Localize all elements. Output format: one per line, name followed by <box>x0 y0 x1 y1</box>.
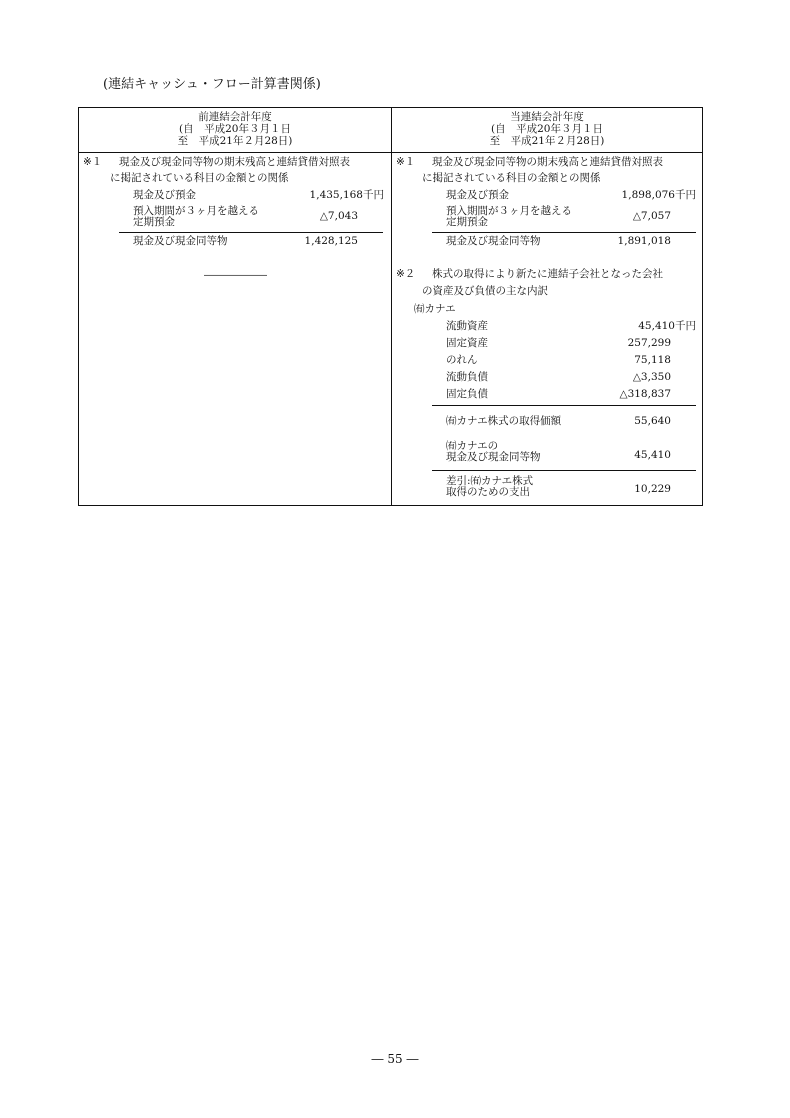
curr-year-header-to: 至 平成21年２月28日) <box>489 135 605 147</box>
fixed-assets-label: 固定資産 <box>446 337 488 349</box>
curr-note1-line1: 現金及び現金同等物の期末残高と連結貸借対照表 <box>432 156 663 168</box>
fixed-liabilities-label: 固定負債 <box>446 388 488 400</box>
curr-note2-company: ㈲カナエ <box>414 303 456 315</box>
cashflow-notes-table <box>78 107 703 506</box>
prev-note1-line1: 現金及び現金同等物の期末残高と連結貸借対照表 <box>119 156 350 168</box>
prev-year-header-from: (自 平成20年３月１日 <box>179 123 291 135</box>
net-outflow-value: 10,229 <box>634 483 671 495</box>
curr-note2-marker: ※２ <box>396 268 416 280</box>
fixed-assets-value: 257,299 <box>627 337 671 349</box>
prev-cash-deposits-label: 現金及び預金 <box>133 189 196 201</box>
curr-time-deposit-label: 預入期間が３ヶ月を越える 定期預金 <box>446 205 572 228</box>
net-rule <box>432 470 696 471</box>
curr-cash-deposits-value: 1,898,076千円 <box>621 189 696 201</box>
current-assets-label: 流動資産 <box>446 320 488 332</box>
page-number: ― 55 ― <box>371 1052 419 1066</box>
prev-time-deposit-label: 預入期間が３ヶ月を越える 定期預金 <box>133 205 259 228</box>
curr-note1-line2: に掲記されている科目の金額との関係 <box>422 172 601 184</box>
prev-year-header-title: 前連結会計年度 <box>198 111 272 123</box>
curr-year-header-title: 当連結会計年度 <box>510 111 584 123</box>
goodwill-value: 75,118 <box>634 354 671 366</box>
prev-time-deposit-value: △7,043 <box>319 210 358 222</box>
curr-total-rule <box>432 232 696 233</box>
current-assets-value: 45,410千円 <box>638 320 696 332</box>
curr-cash-deposits-label: 現金及び預金 <box>446 189 509 201</box>
prev-note1-line2: に掲記されている科目の金額との関係 <box>110 172 289 184</box>
prev-note2-placeholder: ―――――― <box>204 269 267 281</box>
prev-note1-marker: ※１ <box>83 156 103 168</box>
curr-year-header-from: (自 平成20年３月１日 <box>491 123 603 135</box>
acquisition-price-label: ㈲カナエ株式の取得価額 <box>446 415 562 427</box>
goodwill-label: のれん <box>446 354 478 366</box>
curr-note2-line2: の資産及び負債の主な内訳 <box>422 285 548 297</box>
curr-note2-line1: 株式の取得により新たに連結子会社となった会社 <box>432 268 663 280</box>
prev-cash-equiv-label: 現金及び現金同等物 <box>133 235 228 247</box>
header-divider <box>79 152 702 153</box>
prev-total-rule <box>119 232 383 233</box>
prev-cash-deposits-value: 1,435,168千円 <box>309 189 384 201</box>
current-liabilities-label: 流動負債 <box>446 371 488 383</box>
prev-year-header-to: 至 平成21年２月28日) <box>177 135 293 147</box>
kanae-cash-equiv-value: 45,410 <box>634 449 671 461</box>
curr-cash-equiv-label: 現金及び現金同等物 <box>446 235 541 247</box>
column-divider <box>391 108 392 505</box>
curr-note1-marker: ※１ <box>396 156 416 168</box>
curr-cash-equiv-value: 1,891,018 <box>617 235 671 247</box>
fixed-liabilities-value: △318,837 <box>619 388 671 400</box>
acquisition-price-value: 55,640 <box>634 415 671 427</box>
kanae-cash-equiv-label: ㈲カナエの 現金及び現金同等物 <box>446 440 541 463</box>
items-total-rule <box>432 405 696 406</box>
section-title: (連結キャッシュ・フロー計算書関係) <box>103 77 321 92</box>
curr-time-deposit-value: △7,057 <box>632 210 671 222</box>
net-outflow-label: 差引:㈲カナエ株式 取得のための支出 <box>446 475 534 498</box>
prev-cash-equiv-value: 1,428,125 <box>304 235 358 247</box>
current-liabilities-value: △3,350 <box>632 371 671 383</box>
